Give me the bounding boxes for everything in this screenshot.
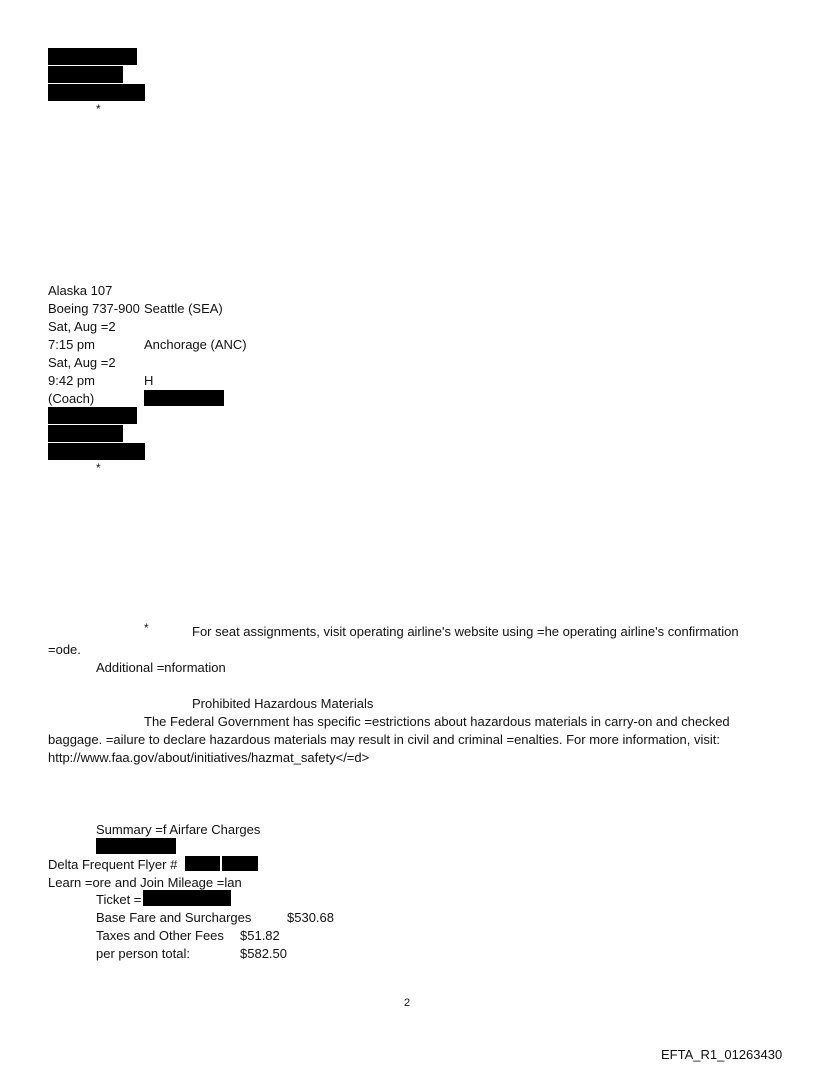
- redaction-bar: [144, 390, 224, 406]
- taxes-value: $51.82: [240, 928, 280, 943]
- hazmat-text-line: The Federal Government has specific =estrictions about hazardous materials in carry-on and checked: [144, 714, 730, 729]
- redaction-bar: [222, 856, 258, 871]
- additional-information-heading: Additional =nformation: [96, 660, 226, 675]
- redaction-bar: [48, 84, 145, 101]
- asterisk-mark: *: [96, 102, 101, 116]
- seat-assignment-note: For seat assignments, visit operating airline's website using =he operating airline's confirmation: [192, 624, 739, 639]
- redaction-bar: [48, 425, 123, 442]
- redaction-bar: [48, 407, 137, 424]
- total-label: per person total:: [96, 946, 190, 961]
- airline-flight: Alaska 107: [48, 283, 113, 298]
- arrive-time: 9:42 pm: [48, 373, 95, 388]
- redaction-bar: [48, 48, 137, 65]
- mileage-plan-link: Learn =ore and Join Mileage =lan: [48, 875, 242, 890]
- document-id: EFTA_R1_01263430: [661, 1047, 783, 1062]
- depart-time: 7:15 pm: [48, 337, 95, 352]
- fare-code: H: [144, 373, 154, 388]
- origin-airport: Seattle (SEA): [144, 301, 223, 316]
- base-fare-label: Base Fare and Surcharges: [96, 910, 252, 925]
- depart-date: Sat, Aug =2: [48, 319, 116, 334]
- redaction-bar: [48, 443, 145, 460]
- hazmat-link: http://www.faa.gov/about/initiatives/hazmat_safety</=d>: [48, 750, 370, 765]
- ticket-label: Ticket =: [96, 892, 142, 907]
- total-value: $582.50: [240, 946, 287, 961]
- redaction-bar: [96, 838, 176, 854]
- frequent-flyer-label: Delta Frequent Flyer #: [48, 857, 178, 872]
- hazmat-text-line: baggage. =ailure to declare hazardous materials may result in civil and criminal =enalties. For more information, visit:: [48, 732, 720, 747]
- redaction-bar: [185, 856, 220, 871]
- base-fare-value: $530.68: [287, 910, 334, 925]
- asterisk-mark: *: [96, 461, 101, 475]
- page-number: 2: [404, 997, 411, 1009]
- redaction-bar: [143, 890, 231, 906]
- cabin-class: (Coach): [48, 391, 95, 406]
- arrive-date: Sat, Aug =2: [48, 355, 116, 370]
- destination-airport: Anchorage (ANC): [144, 337, 247, 352]
- redaction-bar: [48, 66, 123, 83]
- hazmat-title: Prohibited Hazardous Materials: [192, 696, 374, 711]
- summary-heading: Summary =f Airfare Charges: [96, 822, 261, 837]
- seat-assignment-note-cont: =ode.: [48, 642, 81, 657]
- taxes-label: Taxes and Other Fees: [96, 928, 224, 943]
- asterisk-mark: *: [144, 621, 149, 635]
- aircraft: Boeing 737-900: [48, 301, 140, 316]
